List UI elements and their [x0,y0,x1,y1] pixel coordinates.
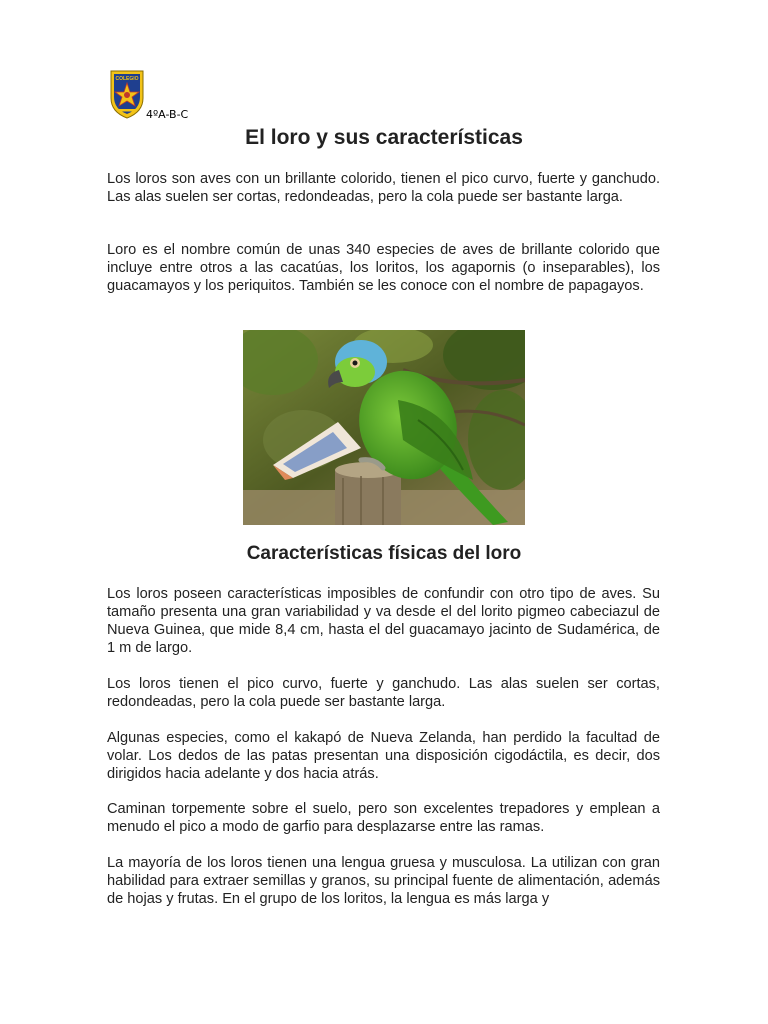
body-paragraph-5: La mayoría de los loros tienen una lengua gruesa y musculosa. La utilizan con gran habilidad para extraer semillas y granos, su principal fuente de alimentación, además de hojas y frutas. En el grupo de los loritos, la lengua es más larga y [107,855,660,907]
body-paragraph-4: Caminan torpemente sobre el suelo, pero son excelentes trepadores y emplean a menudo el pico a modo de garfio para desplazarse entre las ramas. [107,801,660,835]
parrot-photo [243,330,525,525]
body-paragraph-2: Los loros tienen el pico curvo, fuerte y ganchudo. Las alas suelen ser cortas, redondeadas, pero la cola puede ser bastante larga. [107,676,660,710]
intro-paragraph-1: Los loros son aves con un brillante colorido, tienen el pico curvo, fuerte y ganchudo. Las alas suelen ser cortas, redondeadas, pero la cola puede ser bastante larga. [107,171,660,205]
grade-label: 4ºA-B-C [146,108,189,121]
intro-paragraph-2: Loro es el nombre común de unas 340 especies de aves de brillante colorido que incluye entre otros a las cacatúas, los loritos, los agapornis (o inseparables), los guacamayos y los periquitos. También se les conoce con el nombre de papagayos. [107,242,660,294]
document-title: El loro y sus características [245,126,523,149]
body-paragraph-3: Algunas especies, como el kakapó de Nueva Zelanda, han perdido la facultad de volar. Los dedos de las patas presentan una disposición cigodáctila, es decir, dos dirigidos hacia adelante y dos hacia atrás. [107,730,660,782]
school-crest-logo [108,68,146,120]
svg-text:COLEGIO: COLEGIO [115,76,139,82]
section-title: Características físicas del loro [246,543,522,564]
body-paragraph-1: Los loros poseen características imposibles de confundir con otro tipo de aves. Su tamaño presenta una gran variabilidad y va desde el del lorito pigmeo cabeciazul de Nueva Guinea, que mide 8,4 cm, hasta el del guacamayo jacinto de Sudamérica, de 1 m de largo. [107,586,660,656]
